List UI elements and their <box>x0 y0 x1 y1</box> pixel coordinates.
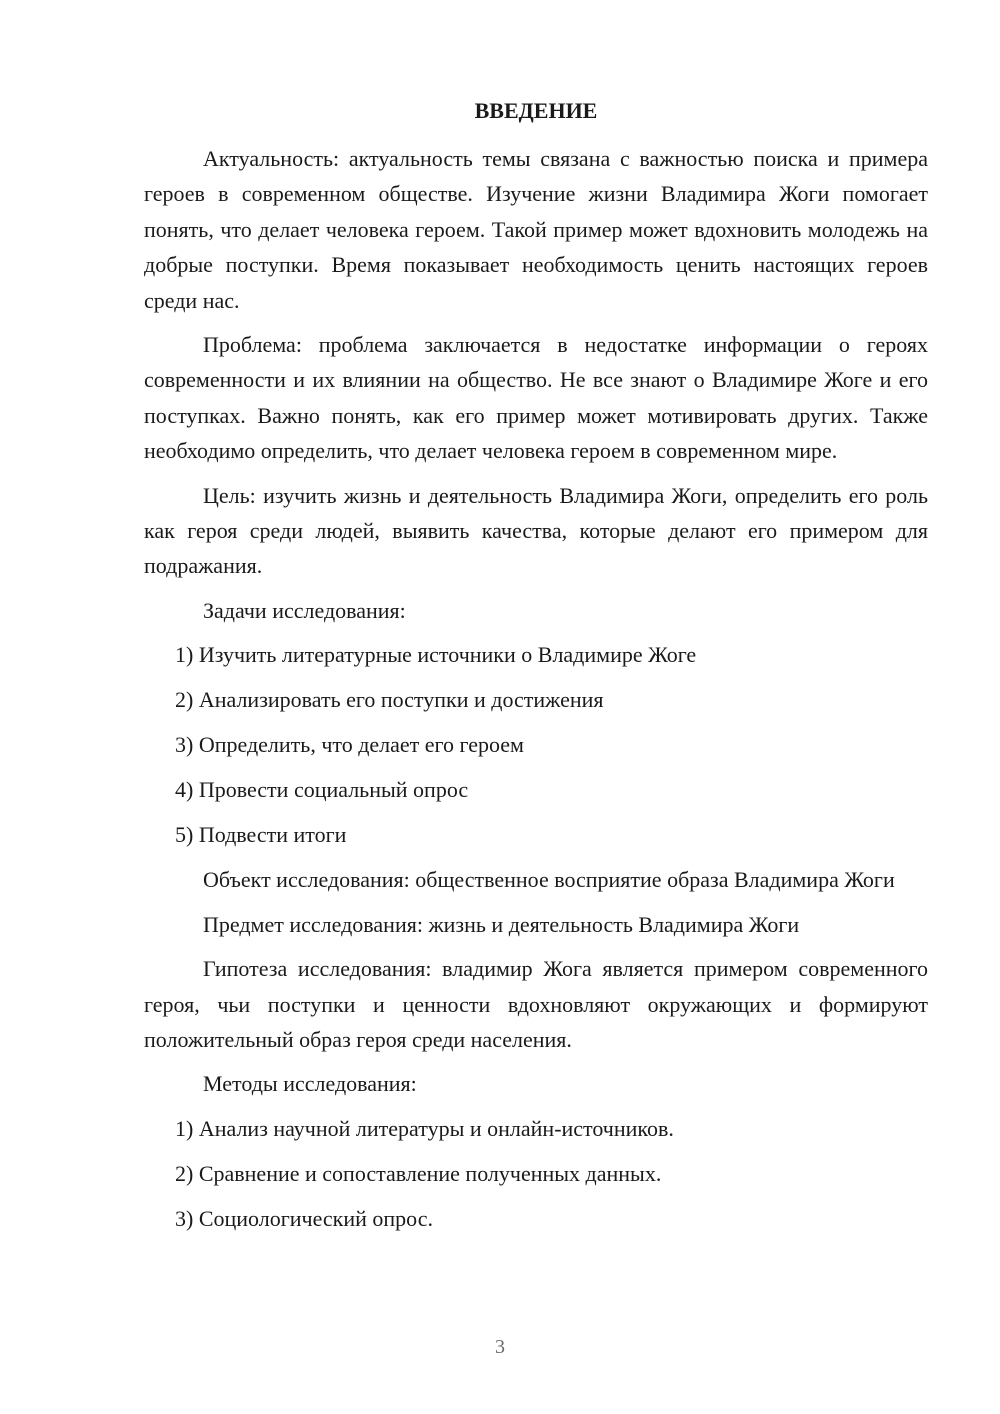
page-body <box>144 96 928 1236</box>
task-item-1: 1) Изучить литературные источники о Владимире Жоге <box>175 642 697 668</box>
object-paragraph: Объект исследования: общественное восприятие образа Владимира Жоги <box>203 867 895 893</box>
method-item-1: 1) Анализ научной литературы и онлайн-источников. <box>175 1115 674 1141</box>
method-item-2: 2) Сравнение и сопоставление полученных данных. <box>175 1160 662 1186</box>
relevance-paragraph: Актуальность: актуальность темы связана с важностью поиска и примера героев в современном обществе. Изучение жизни Владимира Жоги помогает понять, что делает человека героем. Такой пример может вдохновить молодежь на добрые поступки. Время показывает необходимость ценить настоящих героев среди нас. <box>144 146 928 313</box>
task-item-4: 4) Провести социальный опрос <box>175 777 469 803</box>
tasks-heading: Задачи исследования: <box>203 597 406 623</box>
problem-paragraph: Проблема: проблема заключается в недостатке информации о героях современности и их влиянии на общество. Не все знают о Владимире Жоге и его поступках. Важно понять, как его пример может мотивировать других. Также необходимо определить, что делает человека героем в современном мире. <box>144 332 928 464</box>
task-item-2: 2) Анализировать его поступки и достижения <box>175 687 604 713</box>
task-item-3: 3) Определить, что делает его героем <box>175 732 524 758</box>
methods-heading: Методы исследования: <box>203 1071 417 1097</box>
section-title: ВВЕДЕНИЕ <box>474 98 598 123</box>
page-number: 3 <box>495 1336 505 1358</box>
goal-paragraph: Цель: изучить жизнь и деятельность Владимира Жоги, определить его роль как героя среди людей, выявить качества, которые делают его примером для подражания. <box>144 482 928 579</box>
subject-paragraph: Предмет исследования: жизнь и деятельность Владимира Жоги <box>203 911 800 937</box>
hypothesis-paragraph: Гипотеза исследования: владимир Жога является примером современного героя, чьи поступки и ценности вдохновляют окружающих и формируют положительный образ героя среди населения. <box>144 956 928 1052</box>
method-item-3: 3) Социологический опрос. <box>175 1205 433 1231</box>
task-item-5: 5) Подвести итоги <box>175 822 347 848</box>
